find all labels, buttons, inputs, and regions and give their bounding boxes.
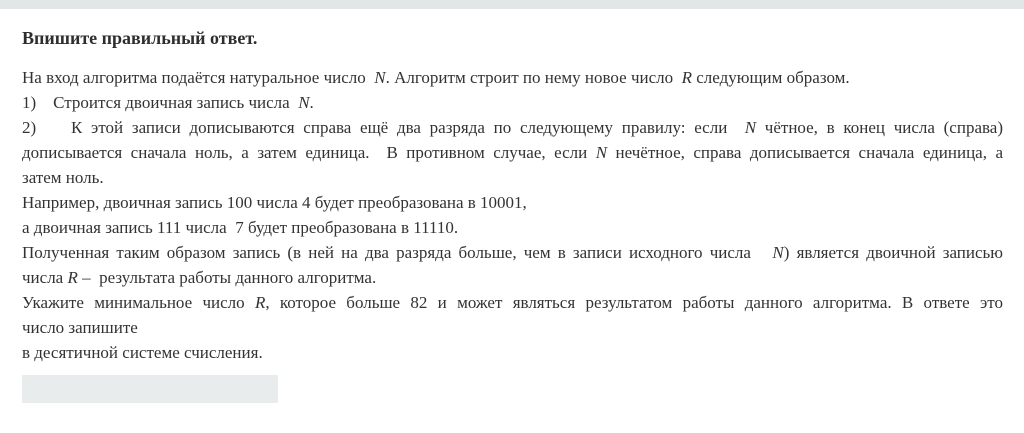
prompt-heading: Впишите правильный ответ. [22, 28, 258, 48]
task-text-line: 2) К этой записи дописываются справа ещё два разряда по следующему правилу: если N чётное, в конец числа (справа) [22, 118, 1004, 137]
task-panel [0, 9, 1024, 403]
task-text-line: в десятичной системе счисления. [22, 343, 263, 362]
task-text-line: затем ноль. [22, 168, 104, 187]
answer-input[interactable] [22, 375, 278, 403]
task-text-line: число запишите [22, 318, 138, 337]
task-text-line: Укажите минимальное число R, которое больше 82 и может являться результатом работы данного алгоритма. В ответе это [22, 293, 1003, 312]
task-text-line: 1) Строится двоичная запись числа N. [22, 93, 314, 112]
task-text-line: Полученная таким образом запись (в ней на два разряда больше, чем в записи исходного числа N) является двоичной записью [22, 243, 1003, 262]
task-text-line: числа R – результата работы данного алгоритма. [22, 268, 377, 287]
task-text [22, 65, 1003, 365]
task-text-line: На вход алгоритма подаётся натуральное число N. Алгоритм строит по нему новое число R следующим образом. [22, 68, 850, 87]
task-text-line: а двоичная запись 111 числа 7 будет преобразована в 11110. [22, 218, 459, 237]
task-text-line: Например, двоичная запись 100 числа 4 будет преобразована в 10001, [22, 193, 527, 212]
task-text-line: дописывается сначала ноль, а затем единица. В противном случае, если N нечётное, справа дописывается сначала единица, а [22, 143, 1003, 162]
top-bar [0, 0, 1024, 9]
